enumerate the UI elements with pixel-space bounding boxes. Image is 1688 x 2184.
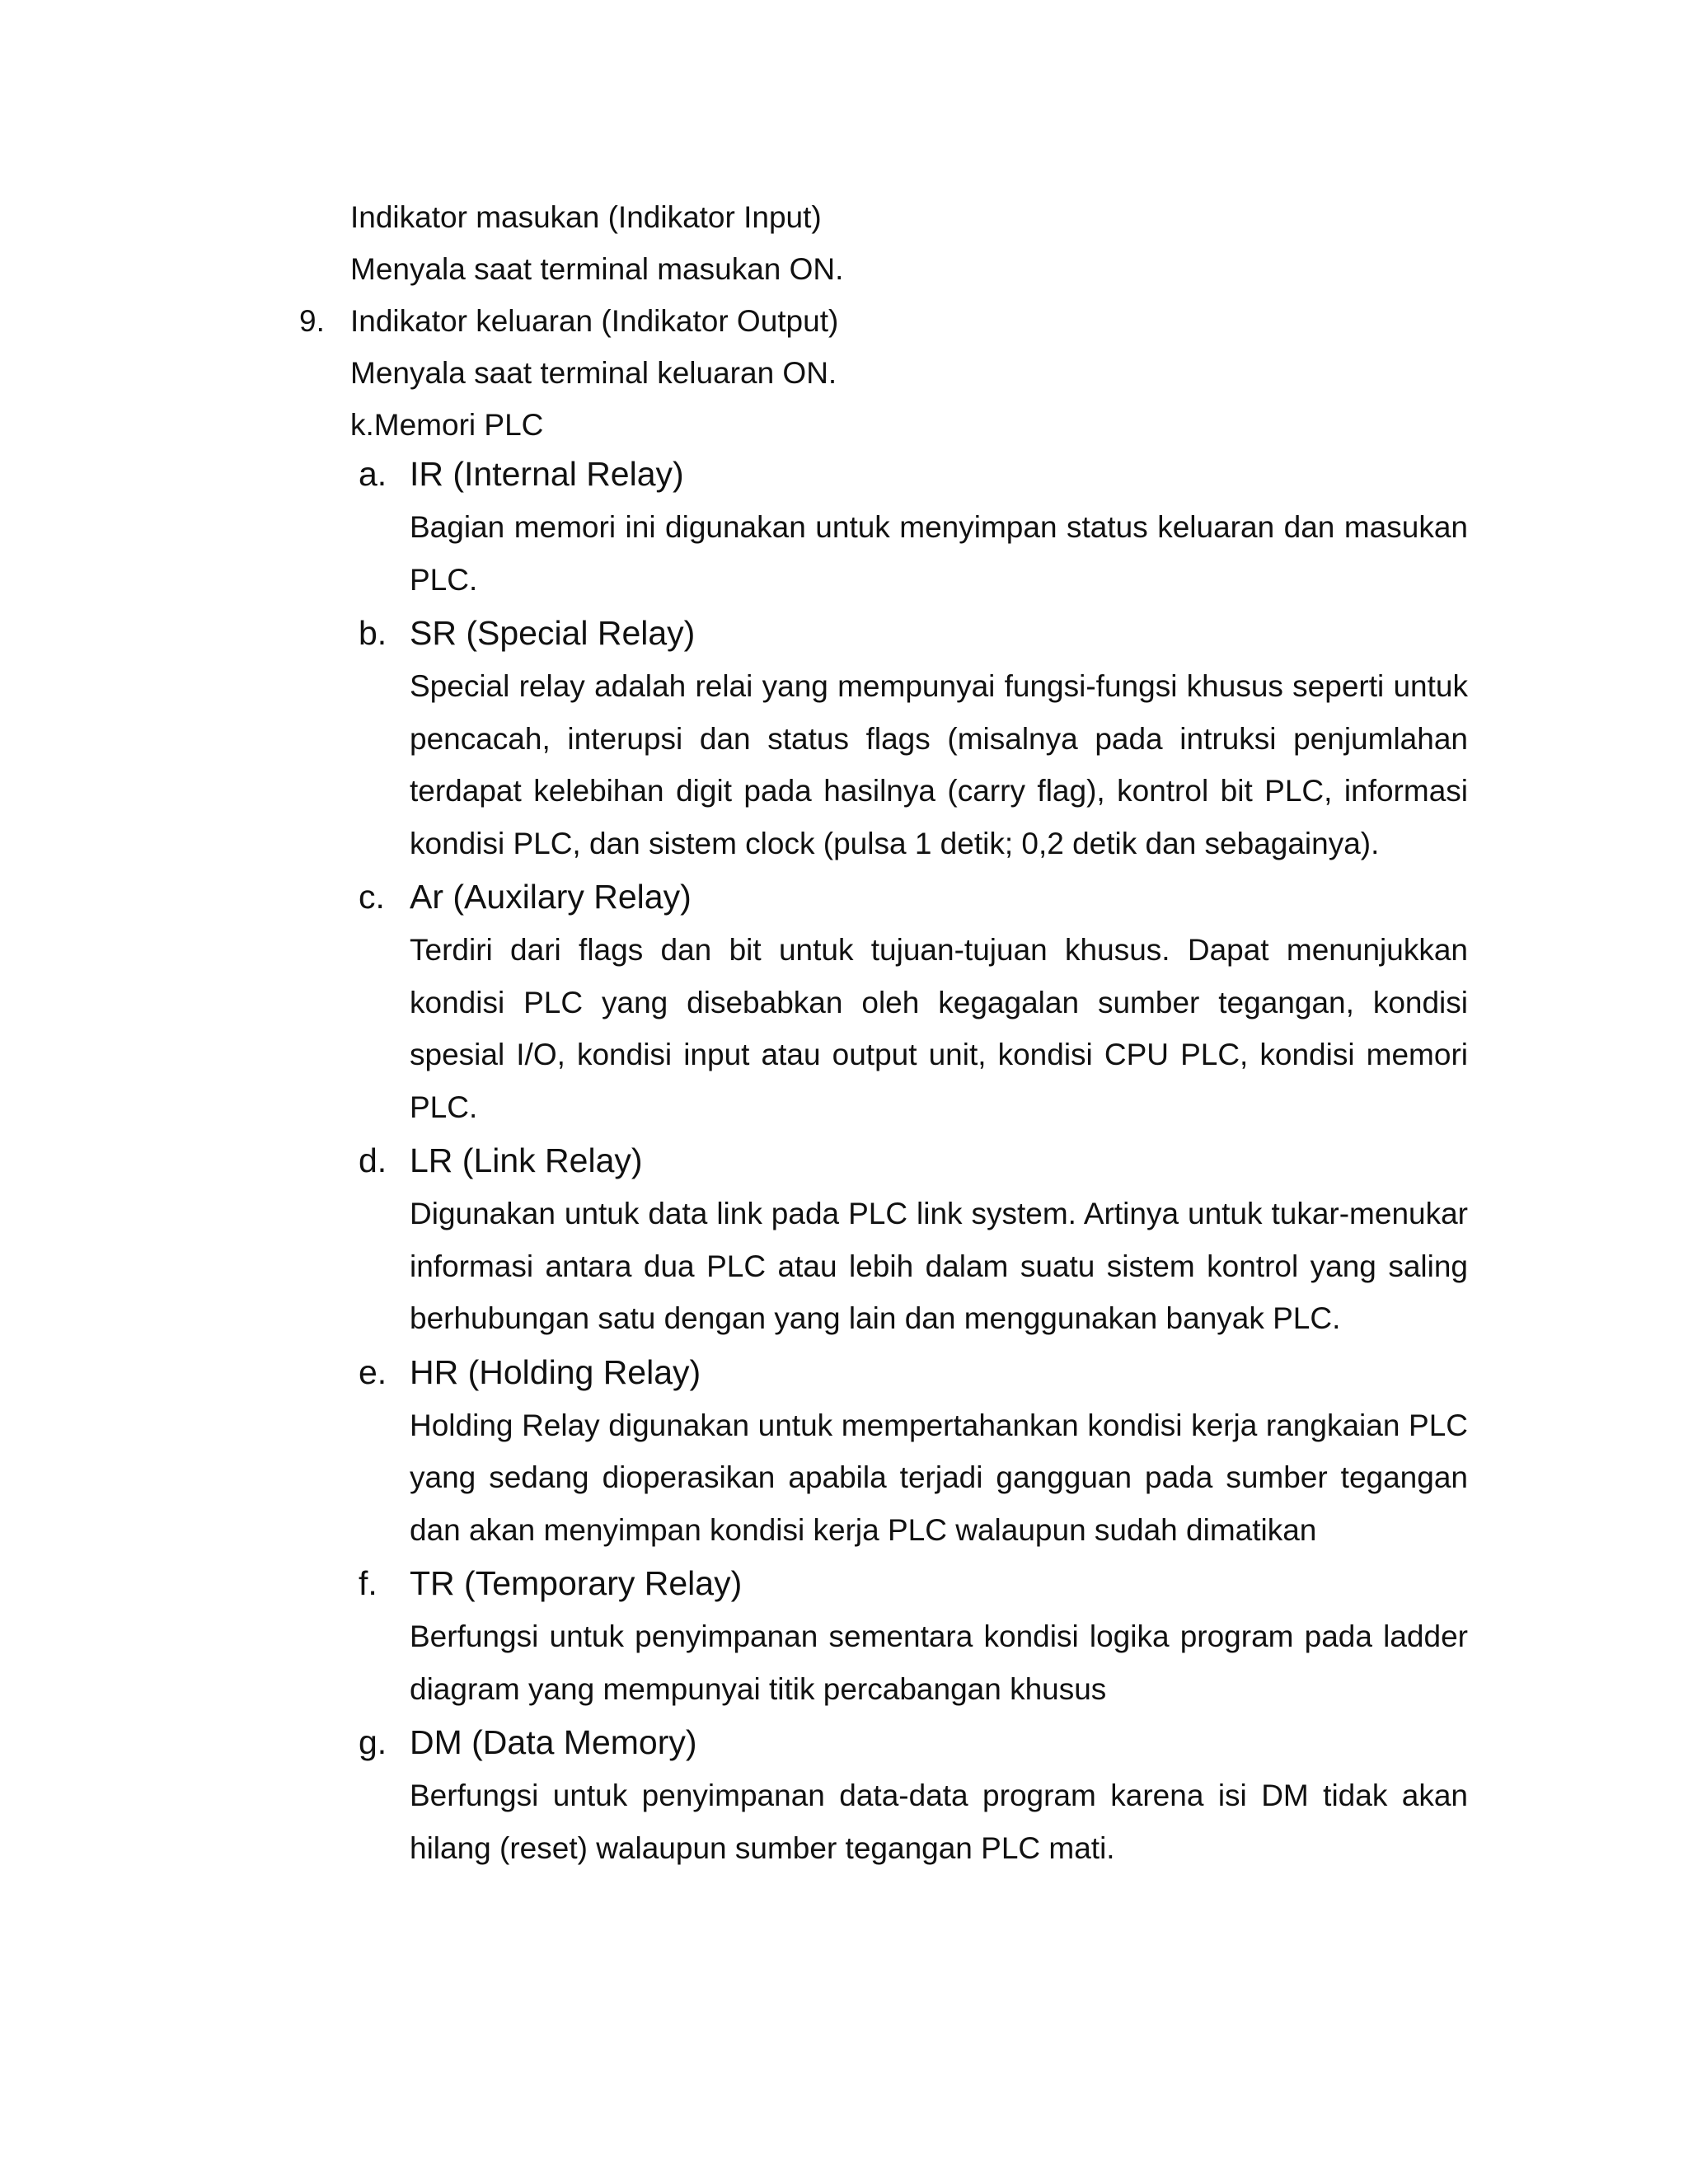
indicator-section <box>299 191 1504 451</box>
memory-item-title: LR (Link Relay) <box>410 1141 643 1179</box>
memory-item-heading <box>359 606 1468 660</box>
memory-list <box>359 447 1468 1874</box>
memory-item-title: SR (Special Relay) <box>410 614 696 652</box>
memory-item-title: TR (Temporary Relay) <box>410 1564 743 1602</box>
memory-item-hr <box>359 1345 1468 1557</box>
input-indicator-title: Indikator masukan (Indikator Input) <box>350 200 822 234</box>
memory-item-title: DM (Data Memory) <box>410 1723 697 1761</box>
list-number: 9. <box>299 304 325 338</box>
list-letter: d. <box>359 1141 387 1179</box>
memory-item-heading <box>359 1133 1468 1188</box>
memory-item-heading <box>359 1345 1468 1399</box>
memory-item-dm <box>359 1715 1468 1874</box>
memory-item-heading <box>359 1715 1468 1769</box>
list-letter: g. <box>359 1723 387 1761</box>
memory-item-ir <box>359 447 1468 606</box>
memory-item-description: Berfungsi untuk penyimpanan sementara kondisi logika program pada ladder diagram yang mempunyai titik percabangan khusus <box>410 1619 1468 1706</box>
memory-item-description: Bagian memori ini digunakan untuk menyimpan status keluaran dan masukan PLC. <box>410 510 1468 597</box>
output-indicator-item <box>299 295 1504 347</box>
memory-item-description: Berfungsi untuk penyimpanan data-data program karena isi DM tidak akan hilang (reset) walaupun sumber tegangan PLC mati. <box>410 1779 1468 1865</box>
memory-item-sr <box>359 606 1468 869</box>
memory-item-heading <box>359 447 1468 501</box>
input-indicator-desc: Menyala saat terminal masukan ON. <box>350 252 844 286</box>
memory-item-ar <box>359 869 1468 1133</box>
memory-item-tr <box>359 1556 1468 1715</box>
memory-item-title: Ar (Auxilary Relay) <box>410 878 692 916</box>
output-indicator-desc: Menyala saat terminal keluaran ON. <box>350 356 837 390</box>
list-letter: c. <box>359 878 385 916</box>
memory-item-heading <box>359 1556 1468 1610</box>
memory-item-description: Digunakan untuk data link pada PLC link system. Artinya untuk tukar-menukar informasi antara dua PLC atau lebih dalam suatu sistem kontrol yang saling berhubungan satu dengan yang lain dan menggunakan banyak PLC. <box>410 1197 1468 1335</box>
memory-item-description: Terdiri dari flags dan bit untuk tujuan-tujuan khusus. Dapat menunjukkan kondisi PLC yang disebabkan oleh kegagalan sumber tegangan, kondisi spesial I/O, kondisi input atau output unit, kondisi CPU PLC, kondisi memori PLC. <box>410 933 1468 1124</box>
memory-item-title: IR (Internal Relay) <box>410 455 684 493</box>
section-heading: k.Memori PLC <box>350 408 544 442</box>
memory-item-heading <box>359 869 1468 924</box>
memory-item-lr <box>359 1133 1468 1345</box>
output-indicator-title: Indikator keluaran (Indikator Output) <box>350 304 839 338</box>
list-letter: e. <box>359 1352 387 1391</box>
list-letter: b. <box>359 614 387 652</box>
memory-item-description: Special relay adalah relai yang mempunyai fungsi-fungsi khusus seperti untuk pencacah, interupsi dan status flags (misalnya pada intruksi penjumlahan terdapat kelebihan digit pada hasilnya (carry flag), kontrol bit PLC, informasi kondisi PLC, dan sistem clock (pulsa 1 detik; 0,2 detik dan sebagainya). <box>410 669 1468 860</box>
list-letter: a. <box>359 455 387 493</box>
memory-item-description: Holding Relay digunakan untuk mempertahankan kondisi kerja rangkaian PLC yang sedang dioperasikan apabila terjadi gangguan pada sumber tegangan dan akan menyimpan kondisi kerja PLC walaupun sudah dimatikan <box>410 1408 1468 1547</box>
memory-item-title: HR (Holding Relay) <box>410 1352 701 1391</box>
list-letter: f. <box>359 1564 377 1602</box>
